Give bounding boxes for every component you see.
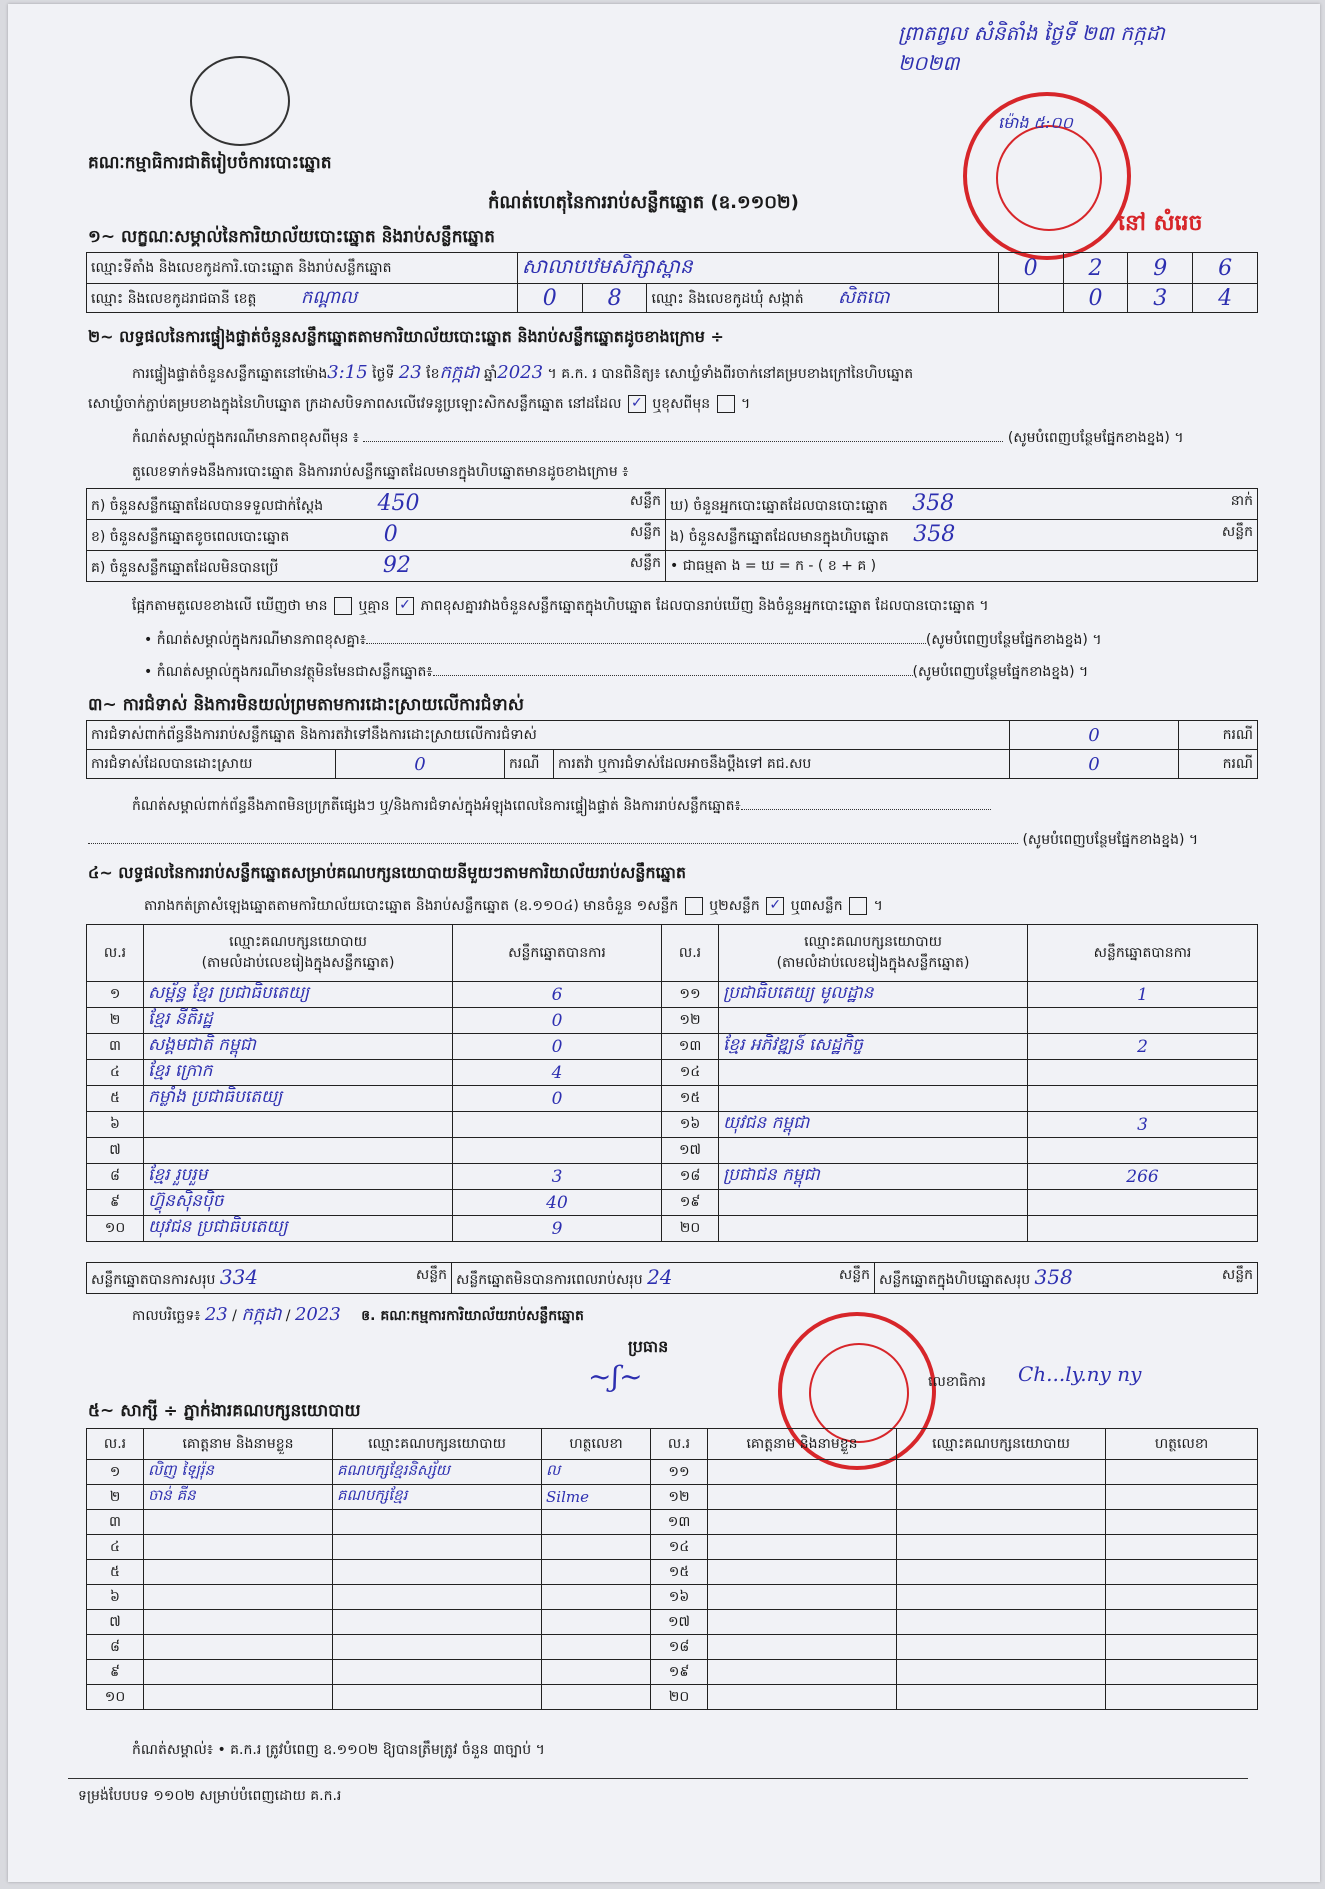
party-no: ៧ <box>87 1138 144 1164</box>
footer-divider <box>68 1778 1248 1779</box>
station-id-table <box>86 252 1258 313</box>
object-bullet: • កំណត់សម្គាល់ក្នុងករណីមានវត្ថុមិនមែនជាសន្លឹកឆ្នោត៖ (សូមបំពេញបន្ថែមផ្នែកខាងខ្នង) ។ <box>144 664 1089 680</box>
verify-month: កក្កដា <box>439 362 480 383</box>
party-results-table: ល.រ ឈ្មោះគណបក្សនយោបាយ (តាមលំដាប់លេខរៀងក្នុងសន្លឹកឆ្នោត) សន្លឹកឆ្នោតបានការ ល.រ ឈ្មោះគណបក្សនយោបាយ (តាមលំដាប់លេខរៀងក្នុងសន្លឹកឆ្នោត) សន្លឹកឆ្នោតបានការ ១ សម្ព័ន្ធ ខ្មែរ ប្រជាធិបតេយ្យ 6 ១១ ប្រជាធិបតេយ្យ មូលដ្ឋាន 1 ២ ខ្មែរ នីតិរដ្ឋ 0 ១២ ៣ សង្គមជាតិ កម្ពុជា 0 ១៣ ខ្មែរ អភិវឌ្ឍន៍ សេដ្ឋកិច្ច 2 ៤ ខ្មែរ ក្រោក 4 ១៤ ៥ កម្លាំង ប្រជាធិបតេយ្យ 0 ១៥ ៦ ១៦ យុវជន កម្ពុជា 3 ៧ ១៧ ៨ ខ្មែរ រួបរួម 3 ១៨ ប្រជាជន កម្ពុជា 266 ៩ ហ៊្វុនស៊ិនប៉ិច 40 ១៩ ១០ យុវជន ប្រជាធិបតេយ្យ 9 ២០ <box>86 924 1258 1242</box>
party-votes <box>1028 1216 1258 1242</box>
table-row <box>87 1112 1258 1138</box>
table-row <box>87 1660 1258 1685</box>
party-name: សង្គមជាតិ កម្ពុជា <box>144 1034 453 1060</box>
resolved-value: 0 <box>336 750 505 779</box>
section3-title: ៣~ ការជំទាស់ និងការមិនយល់ព្រមតាមការដោះស្រាយលើការជំទាស់ <box>88 695 524 715</box>
table-row <box>87 1216 1258 1242</box>
irregularities-note-line-2: (សូមបំពេញបន្ថែមផ្នែកខាងខ្នង) ។ <box>88 830 1256 851</box>
in-box-row: ង) ចំនួនសន្លឹកឆ្នោតដែលមានក្នុងហិបឆ្នោត 358 សន្លឹក <box>666 520 1258 551</box>
witness-signature <box>1106 1610 1258 1635</box>
form-sheet <box>8 4 1320 1882</box>
party-name: យុវជន ប្រជាធិបតេយ្យ <box>144 1216 453 1242</box>
two-sheets-checkbox[interactable]: ✓ <box>766 897 784 915</box>
party-votes: 266 <box>1028 1164 1258 1190</box>
section1-title: ១~ លក្ខណៈសម្គាល់នៃការិយាល័យបោះឆ្នោត និងរាប់សន្លឹកឆ្នោត <box>88 227 495 247</box>
station-code-3: 9 <box>1128 253 1193 284</box>
one-sheet-checkbox[interactable] <box>685 897 703 915</box>
witness-no: ៧ <box>87 1610 144 1635</box>
witness-no: ១០ <box>87 1685 144 1710</box>
witness-signature <box>1106 1460 1258 1485</box>
party-name: ប្រជាជន កម្ពុជា <box>719 1164 1028 1190</box>
section4-title: ៤~ លទ្ធផលនៃការរាប់សន្លឹកឆ្នោតសម្រាប់គណបក្សនយោបាយនីមួយៗតាមការិយាល័យរាប់សន្លឹកឆ្នោត <box>88 863 687 882</box>
party-votes <box>453 1112 662 1138</box>
witness-name <box>708 1635 897 1660</box>
party-votes: 40 <box>453 1190 662 1216</box>
table-row <box>87 1685 1258 1710</box>
witness-party <box>897 1560 1106 1585</box>
party-name <box>719 1138 1028 1164</box>
handwritten-date-note: ព្រាតព្វល សំនិតាំង ថ្ងៃទី ២៣ កក្កដា ២០២៣ <box>898 21 1165 75</box>
party-votes <box>453 1138 662 1164</box>
witness-signature <box>1106 1535 1258 1560</box>
witness-no: ១៩ <box>651 1660 708 1685</box>
total-in-box-value: 358 <box>1034 1265 1073 1289</box>
voters-row: ឃ) ចំនួនអ្នកបោះឆ្នោតដែលបានបោះឆ្នោត 358 នាក់ <box>666 489 1258 520</box>
witness-no: ៩ <box>87 1660 144 1685</box>
party-no: ១៧ <box>662 1138 719 1164</box>
table-row <box>87 1008 1258 1034</box>
witness-name <box>708 1510 897 1535</box>
received-value: 450 <box>377 491 420 516</box>
witness-no: ១៣ <box>651 1510 708 1535</box>
party-name: ប្រជាធិបតេយ្យ មូលដ្ឋាន <box>719 982 1028 1008</box>
chair-signature: ~ʃ~ <box>588 1360 643 1393</box>
witness-no: ៦ <box>87 1585 144 1610</box>
witness-signature <box>1106 1510 1258 1535</box>
compare-line: ផ្អែកតាមតួលេខខាងលើ ឃើញថា មាន ឬគ្មាន ✓ ភាពខុសគ្នារវាងចំនួនសន្លឹកឆ្នោតក្នុងហិបឆ្នោត ដែលបានរាប់ឃើញ និងចំនួនអ្នកបោះឆ្នោត ដែលបានបោះឆ្នោត ។ <box>132 597 989 614</box>
witness-no: ៤ <box>87 1535 144 1560</box>
witness-signature <box>1106 1585 1258 1610</box>
has-difference-checkbox[interactable] <box>334 597 352 615</box>
party-no: ៨ <box>87 1164 144 1190</box>
party-no: ១៦ <box>662 1112 719 1138</box>
witness-name <box>144 1560 333 1585</box>
secretary-signature: Ch...ly.ny ny <box>1018 1362 1142 1386</box>
witness-party: គណបក្សខ្មែរនិស្ស័យ <box>333 1460 542 1485</box>
witness-party <box>333 1535 542 1560</box>
party-votes: 9 <box>453 1216 662 1242</box>
witness-table: ល.រ គោត្តនាម និងនាមខ្លួន ឈ្មោះគណបក្សនយោបាយ ហត្ថលេខា ល.រ គោត្តនាម និងនាមខ្លួន ឈ្មោះគណបក្សនយោបាយ ហត្ថលេខា ១ លិញ ឡៃរ៉ុន គណបក្សខ្មែរនិស្ស័យ ល ១១ ២ ចាន់ គីន គណបក្សខ្មែរ Silme ១២ ៣ ១៣ ៤ ១៤ ៥ ១៥ ៦ ១៦ ៧ ១៧ ៨ ១៨ ៩ ១៩ ១០ ២០ <box>86 1428 1258 1710</box>
party-name: ខ្មែរ អភិវឌ្ឍន៍ សេដ្ឋកិច្ច <box>719 1034 1028 1060</box>
party-name <box>719 1086 1028 1112</box>
station-value: សាលាបឋមសិក្សាស្ពាន <box>517 253 998 284</box>
witness-signature: ល <box>542 1460 651 1485</box>
no-difference-checkbox[interactable]: ✓ <box>396 597 414 615</box>
witness-party <box>897 1485 1106 1510</box>
witness-name <box>708 1485 897 1510</box>
section5-title: ៥~ សាក្សី ÷ ភ្នាក់ងារគណបក្សនយោបាយ <box>88 1401 361 1421</box>
party-name <box>719 1216 1028 1242</box>
witness-signature <box>542 1635 651 1660</box>
party-no: ៦ <box>87 1112 144 1138</box>
received-row: ក) ចំនួនសន្លឹកឆ្នោតដែលបានទទួលជាក់ស្តែង 450 សន្លឹក <box>87 489 666 520</box>
witness-no: ១៦ <box>651 1585 708 1610</box>
table-row <box>87 1060 1258 1086</box>
commune-value: សិតបោ <box>838 286 890 308</box>
witness-no: ១៨ <box>651 1635 708 1660</box>
witness-party <box>897 1660 1106 1685</box>
witness-party <box>333 1610 542 1635</box>
province-code-2: 8 <box>582 284 647 313</box>
party-name: យុវជន កម្ពុជា <box>719 1112 1028 1138</box>
party-no: ១០ <box>87 1216 144 1242</box>
party-votes: 2 <box>1028 1034 1258 1060</box>
witness-party <box>897 1510 1106 1535</box>
verify-line-2: សោឃ្លំចាក់ភ្ជាប់គម្របខាងក្នុងនៃហិបឆ្នោត ក្រដាសបិទភាពសលើវេទនូប្រឡោះសិកសន្លឹកឆ្នោត នៅដដែល ✓ ឬខុសពីមុន ។ <box>88 395 751 412</box>
witness-no: ១ <box>87 1460 144 1485</box>
witness-name <box>144 1585 333 1610</box>
party-no: ១១ <box>662 982 719 1008</box>
witness-name <box>708 1685 897 1710</box>
party-votes: 3 <box>1028 1112 1258 1138</box>
table-row <box>87 1560 1258 1585</box>
station-code-4: 6 <box>1193 253 1258 284</box>
complaints-table: ការជំទាស់ពាក់ព័ន្ធនឹងការរាប់សន្លឹកឆ្នោត និងការតវ៉ាទៅនឹងការដោះស្រាយលើការជំទាស់ 0 ករណី ការជំទាស់ដែលបានដោះស្រាយ 0 ករណី ការតវ៉ា ឬការជំទាស់ដែលអាចនឹងប្តឹងទៅ គជ.សប 0 ករណី <box>86 720 1258 779</box>
party-votes: 6 <box>453 982 662 1008</box>
witness-no: ១៥ <box>651 1560 708 1585</box>
voters-value: 358 <box>912 491 955 516</box>
table-row <box>87 1610 1258 1635</box>
total-valid-value: 334 <box>219 1265 259 1289</box>
figures-intro: តួលេខទាក់ទងនឹងការបោះឆ្នោត និងការរាប់សន្លឹកឆ្នោតដែលមានក្នុងហិបឆ្នោតមានដូចខាងក្រោម ៖ <box>132 464 629 480</box>
table-row <box>87 1585 1258 1610</box>
witness-no: ១២ <box>651 1485 708 1510</box>
witness-no: ១១ <box>651 1460 708 1485</box>
station-code-2: 2 <box>1063 253 1128 284</box>
nec-emblem <box>190 56 290 146</box>
org-title: គណៈកម្មាធិការជាតិរៀបចំការបោះឆ្នោត <box>88 153 332 173</box>
witness-signature: Silme <box>542 1485 651 1510</box>
witness-name <box>708 1660 897 1685</box>
party-name: ខ្មែរ រួបរួម <box>144 1164 453 1190</box>
unused-row: គ) ចំនួនសន្លឹកឆ្នោតដែលមិនបានប្រើ 92 សន្លឹក <box>87 551 666 582</box>
table-row <box>87 1190 1258 1216</box>
witness-signature <box>542 1610 651 1635</box>
party-votes <box>1028 1060 1258 1086</box>
unused-value: 92 <box>382 553 411 578</box>
difference-note-line: កំណត់សម្គាល់ក្នុងករណីមានភាពខុសពីមុន ៖ (សូមបំពេញបន្ថែមផ្នែកខាងខ្នង) ។ <box>132 430 1184 446</box>
stamp-text: នៅ សំរេច <box>1118 211 1203 236</box>
section2-title: ២~ លទ្ធផលនៃការផ្ទៀងផ្ទាត់ចំនួនសន្លឹកឆ្នោតតាមការិយាល័យបោះឆ្នោត និងរាប់សន្លឹកឆ្នោតដូចខាងក្រោម ÷ <box>88 327 724 346</box>
witness-party <box>333 1635 542 1660</box>
complaint-row-1-value: 0 <box>1010 721 1179 750</box>
witness-party <box>897 1635 1106 1660</box>
party-votes <box>1028 1008 1258 1034</box>
tally-sheets-line: តារាងកត់ត្រាសំឡេងឆ្នោតតាមការិយាល័យបោះឆ្នោត និងរាប់សន្លឹកឆ្នោត (ឧ.១១០៤) មានចំនួន ១សន្លឹក ឬ២សន្លឹក ✓ ឬ៣សន្លឹក ។ <box>144 897 883 914</box>
witness-signature <box>542 1535 651 1560</box>
witness-signature <box>1106 1560 1258 1585</box>
party-no: ៩ <box>87 1190 144 1216</box>
party-votes: 0 <box>453 1034 662 1060</box>
party-votes <box>1028 1190 1258 1216</box>
party-name: ហ៊្វុនស៊ិនប៉ិច <box>144 1190 453 1216</box>
witness-name <box>708 1460 897 1485</box>
witness-no: ១៧ <box>651 1610 708 1635</box>
station-label: ឈ្មោះទីតាំង និងលេខកូដការិ.បោះឆ្នោត និងរាប់សន្លឹកឆ្នោត <box>87 253 518 284</box>
same-checkbox[interactable]: ✓ <box>628 395 646 413</box>
witness-signature <box>1106 1635 1258 1660</box>
witness-signature <box>1106 1660 1258 1685</box>
witness-signature <box>1106 1485 1258 1510</box>
witness-party <box>333 1560 542 1585</box>
witness-party <box>333 1510 542 1535</box>
verify-day: 23 <box>398 362 422 383</box>
table-row <box>87 1086 1258 1112</box>
table-row <box>87 1485 1258 1510</box>
spoiled-value: 0 <box>383 522 398 547</box>
table-row <box>87 1460 1258 1485</box>
resolved-label: ការជំទាស់ដែលបានដោះស្រាយ <box>87 750 336 779</box>
station-code-1: 0 <box>998 253 1063 284</box>
complaint-row-1-label: ការជំទាស់ពាក់ព័ន្ធនឹងការរាប់សន្លឹកឆ្នោត និងការតវ៉ាទៅនឹងការដោះស្រាយលើការជំទាស់ <box>87 721 1010 750</box>
party-name: ខ្មែរ ក្រោក <box>144 1060 453 1086</box>
witness-no: ១៤ <box>651 1535 708 1560</box>
party-name <box>144 1138 453 1164</box>
ballot-figures-table <box>86 488 1258 582</box>
three-sheets-checkbox[interactable] <box>849 897 867 915</box>
commune-code-3: 4 <box>1193 284 1258 313</box>
party-name <box>719 1190 1028 1216</box>
chair-label: ប្រធាន <box>628 1337 669 1356</box>
witness-name <box>708 1585 897 1610</box>
witness-signature <box>542 1585 651 1610</box>
final-note: កំណត់សម្គាល់៖ • គ.ក.រ ត្រូវបំពេញ ឧ.១១០២ ឱ្យបានត្រឹមត្រូវ ចំនួន ៣ច្បាប់ ។ <box>132 1742 545 1758</box>
table-row <box>87 1510 1258 1535</box>
witness-name <box>144 1660 333 1685</box>
witness-party <box>897 1610 1106 1635</box>
witness-name: ចាន់ គីន <box>144 1485 333 1510</box>
spoiled-row: ខ) ចំនួនសន្លឹកឆ្នោតខូចពេលបោះឆ្នោត 0 សន្លឹក <box>87 520 666 551</box>
witness-name <box>708 1535 897 1560</box>
witness-name <box>144 1635 333 1660</box>
table-row <box>87 1164 1258 1190</box>
party-no: ២ <box>87 1008 144 1034</box>
party-no: ១៩ <box>662 1190 719 1216</box>
witness-no: ២០ <box>651 1685 708 1710</box>
irregularities-note: កំណត់សម្គាល់ពាក់ព័ន្ធនឹងភាពមិនប្រក្រតីផ្សេងៗ ឬ/និងការជំទាស់ក្នុងអំឡុងពេលនៃការផ្ទៀងផ្ទាត់ និងការរាប់សន្លឹកឆ្នោត៖ <box>132 796 1256 817</box>
difference-bullet: • កំណត់សម្គាល់ក្នុងករណីមានភាពខុសគ្នា៖ (សូមបំពេញបន្ថែមផ្នែកខាងខ្នង) ។ <box>144 632 1102 648</box>
witness-signature <box>542 1510 651 1535</box>
witness-no: ២ <box>87 1485 144 1510</box>
party-votes <box>1028 1086 1258 1112</box>
totals-row: សន្លឹកឆ្នោតបានការសរុប 334 សន្លឹក សន្លឹកឆ្នោតមិនបានការពេលរាប់សរុប 24 សន្លឹក សន្លឹកឆ្នោតក្នុងហិបឆ្នោតសរុប 358 សន្លឹក <box>86 1262 1258 1294</box>
witness-name <box>708 1560 897 1585</box>
table-row <box>87 1034 1258 1060</box>
party-no: ១៣ <box>662 1034 719 1060</box>
party-votes: 4 <box>453 1060 662 1086</box>
witness-name <box>144 1535 333 1560</box>
footer-form-note: ទម្រង់បែបបទ ១១០២ សម្រាប់បំពេញដោយ គ.ក.រ <box>78 1788 342 1804</box>
party-name: ខ្មែរ នីតិរដ្ឋ <box>144 1008 453 1034</box>
witness-name: លិញ ឡៃរ៉ុន <box>144 1460 333 1485</box>
secretary-label: លេខាធិការ <box>928 1374 986 1390</box>
party-name: សម្ព័ន្ធ ខ្មែរ ប្រជាធិបតេយ្យ <box>144 982 453 1008</box>
commune-cell: ឈ្មោះ និងលេខកូដឃុំ សង្កាត់ សិតបោ <box>647 284 998 313</box>
province-code-1: 0 <box>517 284 582 313</box>
form-title: កំណត់ហេតុនៃការរាប់សន្លឹកឆ្នោត (ឧ.១១០២) <box>488 192 799 213</box>
table-row <box>87 1535 1258 1560</box>
formula: • ជាធម្មតា ង = ឃ = ក - ( ខ + គ ) <box>666 551 1258 582</box>
different-checkbox[interactable] <box>717 395 735 413</box>
party-name <box>719 1060 1028 1086</box>
witness-party <box>897 1460 1106 1485</box>
party-votes <box>1028 1138 1258 1164</box>
party-no: ១ <box>87 982 144 1008</box>
stamp-time: ម៉ោង ៥:០០ <box>998 113 1073 132</box>
witness-party <box>333 1660 542 1685</box>
witness-no: ៥ <box>87 1560 144 1585</box>
witness-signature <box>542 1560 651 1585</box>
witness-name <box>144 1685 333 1710</box>
party-no: ១៥ <box>662 1086 719 1112</box>
witness-signature <box>542 1660 651 1685</box>
commune-code-1: 0 <box>1063 284 1128 313</box>
table-row <box>87 1635 1258 1660</box>
party-no: ៣ <box>87 1034 144 1060</box>
party-no: ១៤ <box>662 1060 719 1086</box>
verify-year: 2023 <box>497 362 544 383</box>
party-name: កម្លាំង ប្រជាធិបតេយ្យ <box>144 1086 453 1112</box>
witness-name <box>144 1510 333 1535</box>
witness-party <box>333 1585 542 1610</box>
appeal-label: ការតវ៉ា ឬការជំទាស់ដែលអាចនឹងប្តឹងទៅ គជ.សប <box>554 750 1010 779</box>
witness-party <box>897 1685 1106 1710</box>
party-name <box>719 1008 1028 1034</box>
party-no: ២០ <box>662 1216 719 1242</box>
party-votes: 3 <box>453 1164 662 1190</box>
province-label: ឈ្មោះ និងលេខកូដរាជធានី ខេត្ត កណ្តាល <box>87 284 518 313</box>
table-row <box>87 1138 1258 1164</box>
province-value: កណ្តាល <box>300 286 358 308</box>
witness-party: គណបក្សខ្មែរ <box>333 1485 542 1510</box>
witness-party <box>897 1585 1106 1610</box>
verify-time: 3:15 <box>327 362 368 383</box>
date-line: កាលបរិច្ឆេទ៖ 23 / កក្កដា / 2023 ឲ. គណៈកម្មការការិយាល័យរាប់សន្លឹកឆ្នោត <box>132 1304 584 1325</box>
commune-code-2: 3 <box>1128 284 1193 313</box>
total-invalid-value: 24 <box>647 1265 673 1289</box>
party-no: ១៨ <box>662 1164 719 1190</box>
party-no: ១២ <box>662 1008 719 1034</box>
witness-signature <box>542 1685 651 1710</box>
witness-signature <box>1106 1685 1258 1710</box>
party-votes: 0 <box>453 1008 662 1034</box>
witness-name <box>708 1610 897 1635</box>
table-row <box>87 982 1258 1008</box>
appeal-value: 0 <box>1010 750 1179 779</box>
party-no: ៥ <box>87 1086 144 1112</box>
party-votes: 0 <box>453 1086 662 1112</box>
in-box-value: 358 <box>913 522 956 547</box>
witness-party <box>897 1535 1106 1560</box>
witness-no: ៨ <box>87 1635 144 1660</box>
party-votes: 1 <box>1028 982 1258 1008</box>
party-no: ៤ <box>87 1060 144 1086</box>
witness-party <box>333 1685 542 1710</box>
witness-name <box>144 1610 333 1635</box>
verify-line-1: ការផ្ទៀងផ្ទាត់ចំនួនសន្លឹកឆ្នោតនៅម៉ោង3:15 ថ្ងៃទី 23 ខែកក្កដា ឆ្នាំ2023 ។ គ.ក. រ បានពិនិត្យ៖ សោឃ្លំទាំងពីរចាក់នៅគម្របខាងក្រៅនៃហិបឆ្នោត <box>132 362 914 383</box>
party-name <box>144 1112 453 1138</box>
witness-no: ៣ <box>87 1510 144 1535</box>
